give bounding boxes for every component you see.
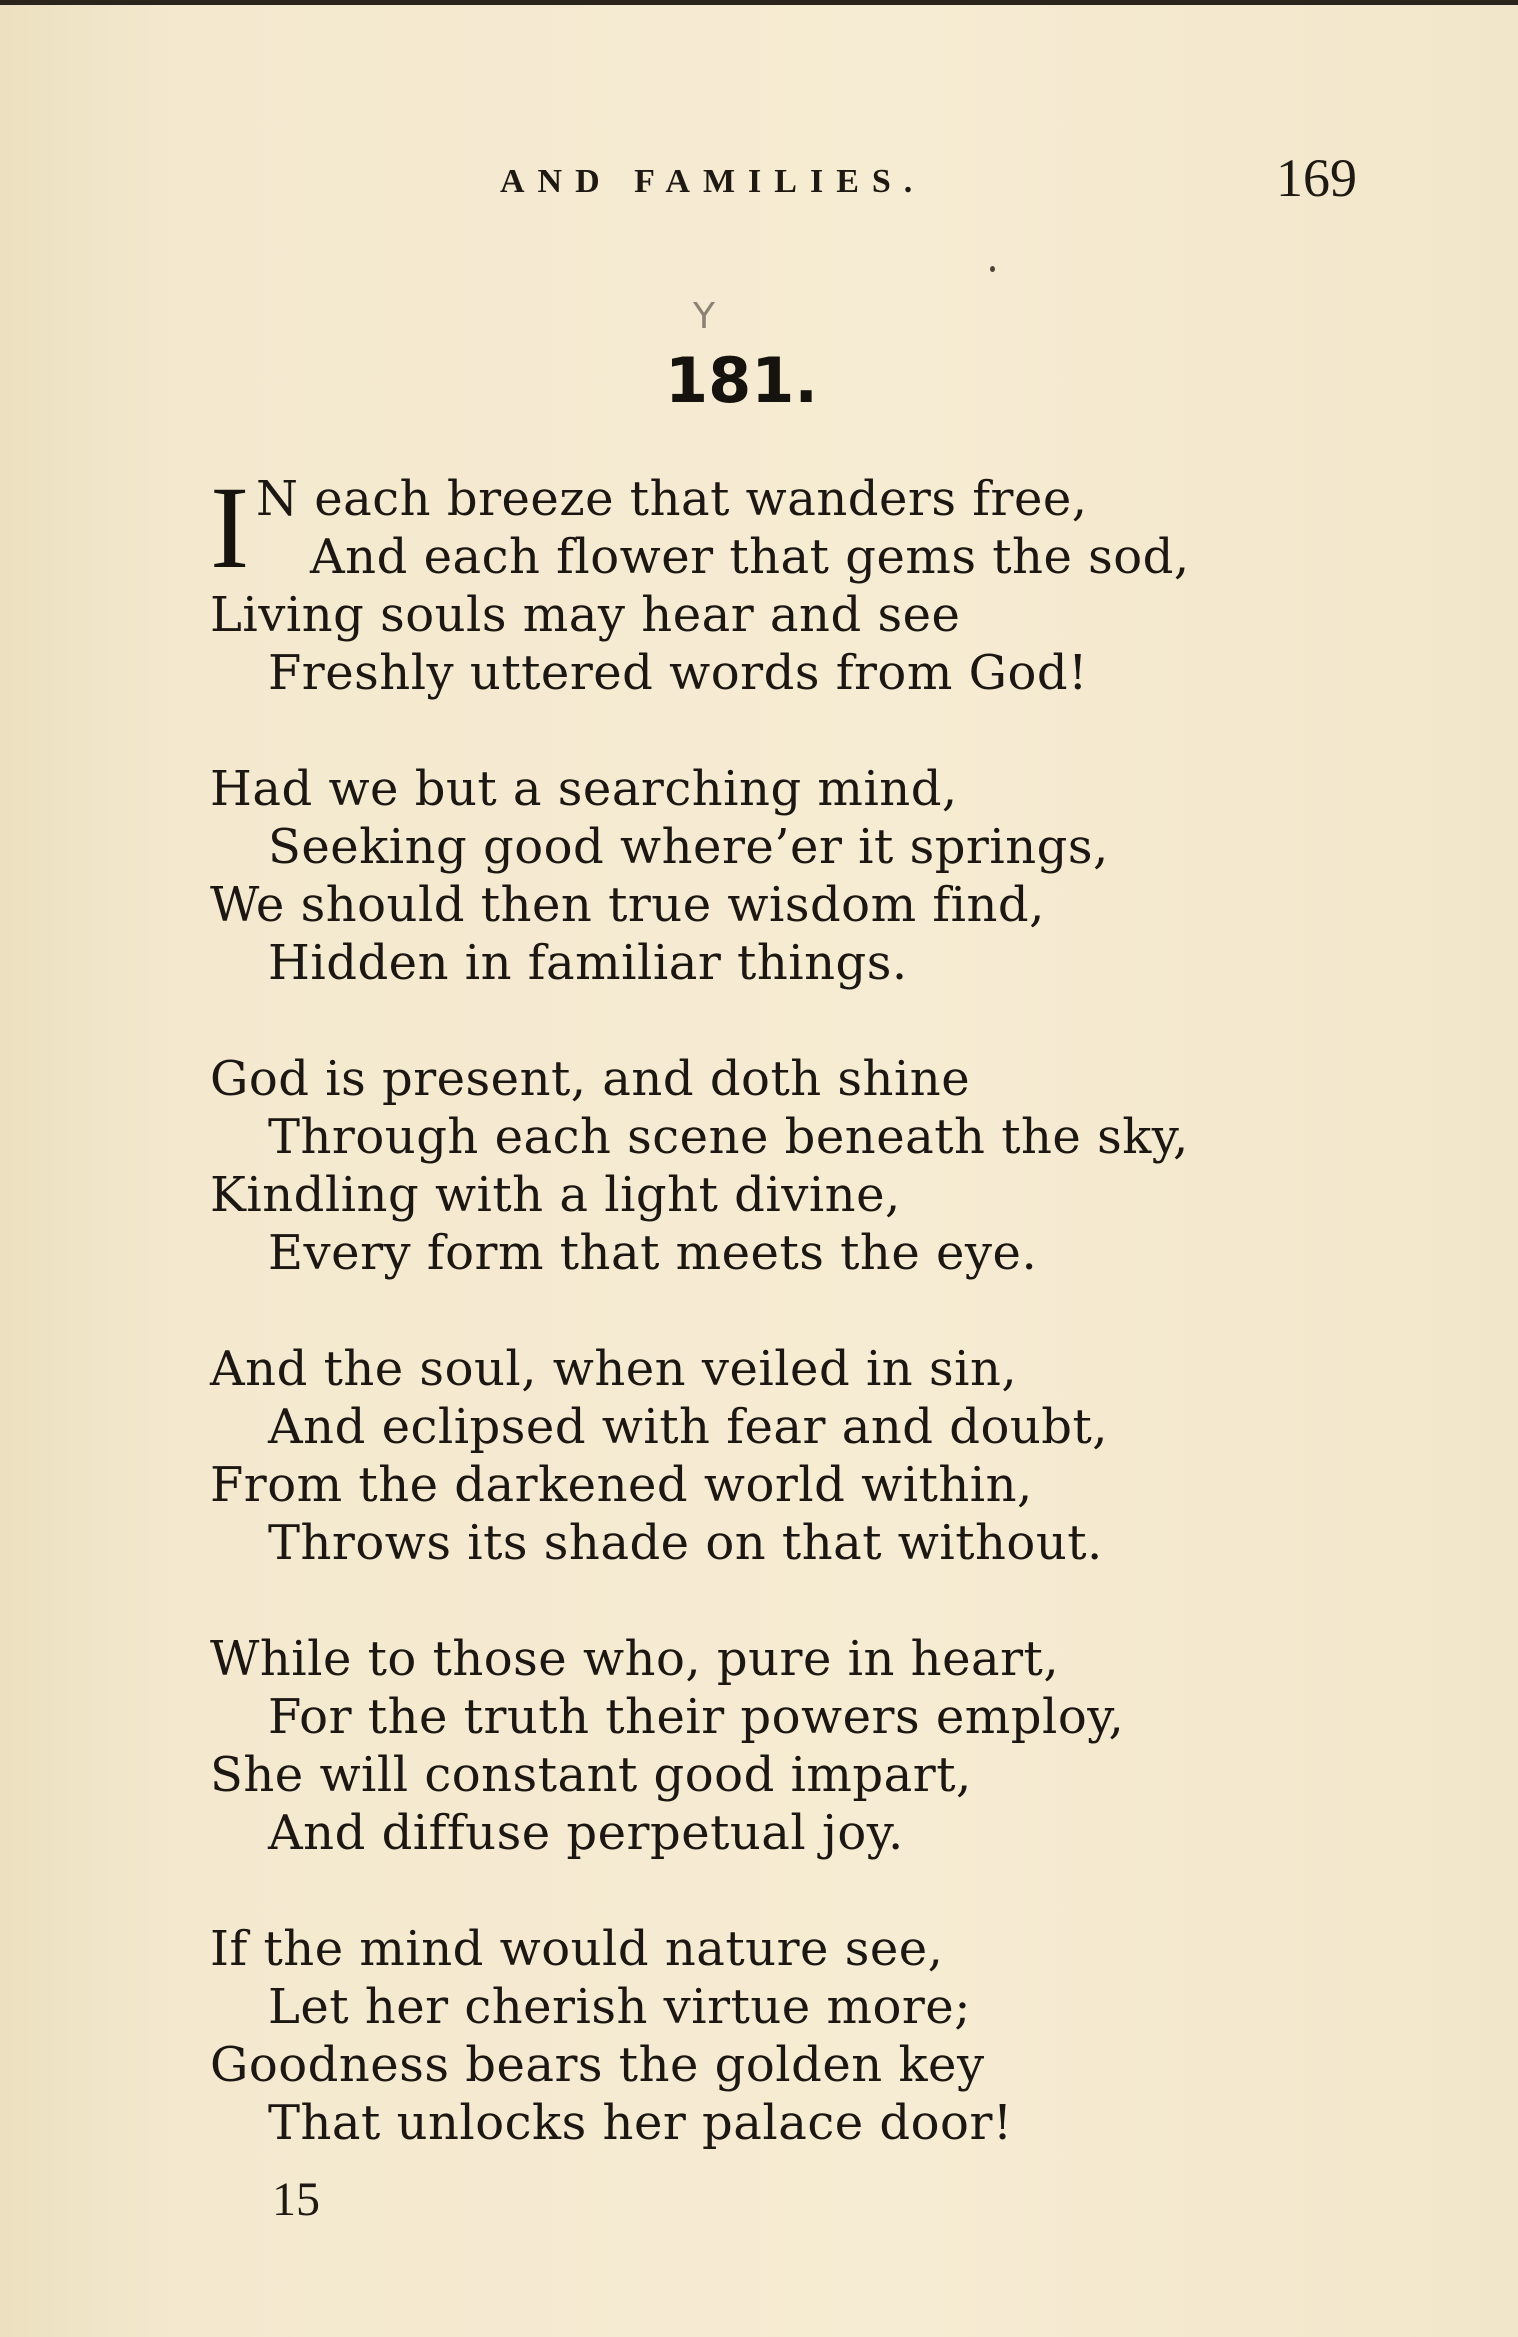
top-rule: [0, 0, 1518, 5]
poem-line: That unlocks her palace door!: [268, 2095, 1013, 2151]
poem-line: Kindling with a light divine,: [210, 1167, 901, 1223]
stanza: [210, 1920, 1310, 2152]
hymn-text: [210, 462, 1310, 2210]
poem-line: She will constant good impart,: [210, 1747, 972, 1803]
stanza: [210, 462, 1310, 702]
ink-speck: [990, 266, 995, 272]
poem-line: And eclipsed with fear and doubt,: [268, 1399, 1109, 1455]
poem-line: Let her cherish virtue more;: [268, 1979, 971, 2035]
poem-line: And each flower that gems the sod,: [310, 529, 1190, 585]
drop-cap: I: [210, 462, 250, 593]
poem-line: Living souls may hear and see: [210, 587, 961, 643]
poem-line: Goodness bears the golden key: [210, 2037, 985, 2093]
running-head: AND FAMILIES.: [500, 163, 926, 200]
poem-line: And the soul, when veiled in sin,: [210, 1341, 1018, 1397]
poem-line: Through each scene beneath the sky,: [268, 1109, 1189, 1165]
poem-line: Freshly uttered words from God!: [268, 645, 1088, 701]
poem-line: While to those who, pure in heart,: [210, 1631, 1060, 1687]
stanza: [210, 1340, 1310, 1572]
poem-line: Seeking good where’er it springs,: [268, 819, 1109, 875]
page-number: 169: [1276, 148, 1357, 208]
poem-line: Every form that meets the eye.: [268, 1225, 1038, 1281]
poem-line: Throws its shade on that without.: [268, 1515, 1103, 1571]
printer-mark: Y: [693, 296, 715, 337]
poem-line: If the mind would nature see,: [210, 1921, 944, 1977]
hymn-number: 181.: [665, 344, 818, 417]
poem-line: God is present, and doth shine: [210, 1051, 971, 1107]
stanza: [210, 760, 1310, 992]
poem-line: And diffuse perpetual joy.: [268, 1805, 904, 1861]
poem-line: Had we but a searching mind,: [210, 761, 958, 817]
poem-line: Hidden in familiar things.: [268, 935, 908, 991]
stanza: [210, 1050, 1310, 1282]
poem-line-text: N each breeze that wanders free,: [256, 471, 1088, 527]
signature-mark: 15: [272, 2173, 320, 2226]
poem-line: For the truth their powers employ,: [268, 1689, 1125, 1745]
poem-line: From the darkened world within,: [210, 1457, 1033, 1513]
poem-line: We should then true wisdom find,: [210, 877, 1045, 933]
stanza: [210, 1630, 1310, 1862]
